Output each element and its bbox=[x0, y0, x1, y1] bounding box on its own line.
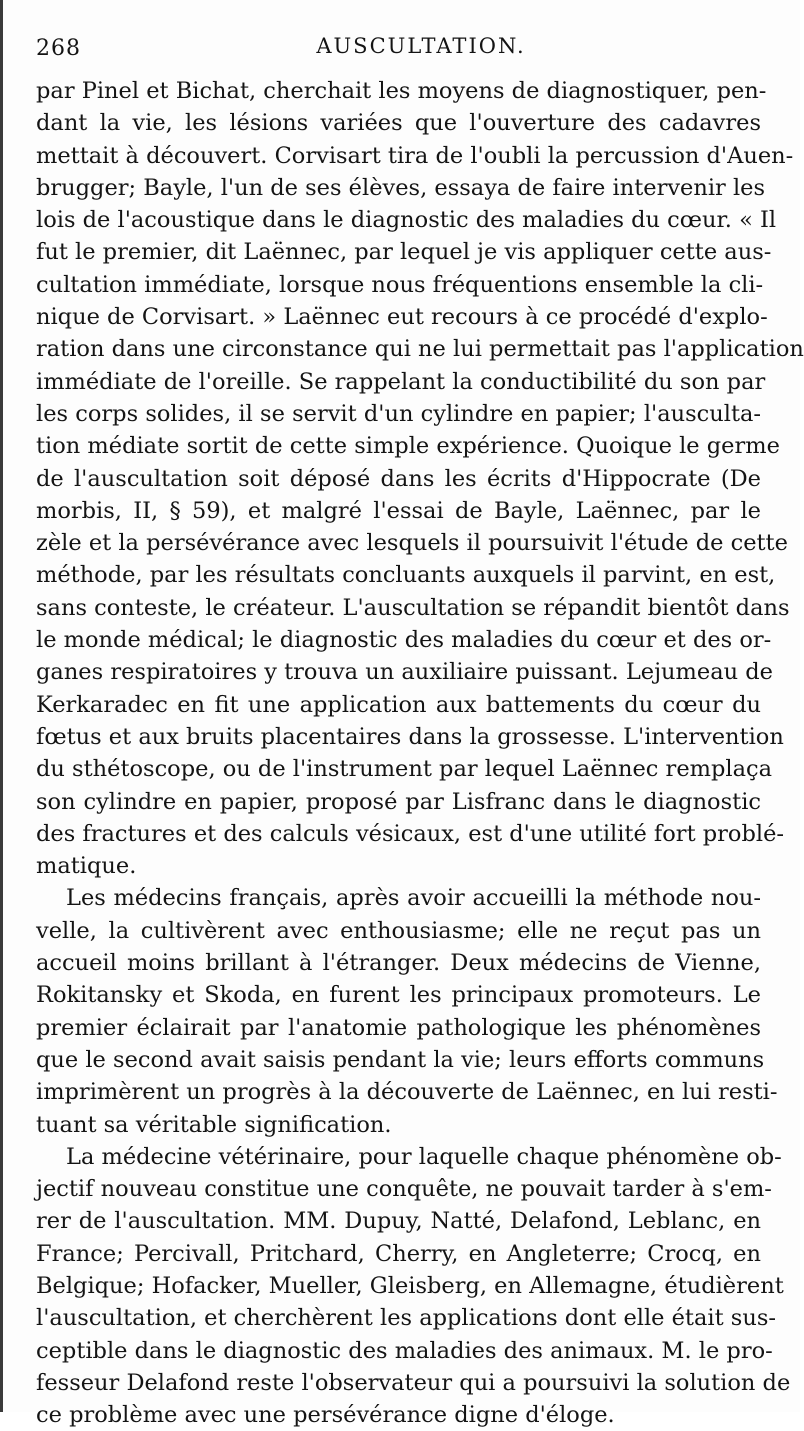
text-line: que le second avait saisis pendant la vie; leurs efforts communs bbox=[36, 1046, 765, 1073]
text-line: Belgique; Hofacker, Mueller, Gleisberg, en Allemagne, étudièrent bbox=[36, 1272, 784, 1299]
text-line: tuant sa véritable signification. bbox=[36, 1111, 392, 1138]
text-line: morbis, II, § 59), et malgré l'essai de Bayle, Laënnec, par le bbox=[36, 497, 761, 524]
page-number: 268 bbox=[36, 36, 81, 61]
text-line: du sthétoscope, ou de l'instrument par lequel Laënnec remplaça bbox=[36, 756, 772, 783]
text-line: le monde médical; le diagnostic des maladies du cœur et des or- bbox=[36, 627, 772, 654]
text-line: mettait à découvert. Corvisart tira de l'oubli la percussion d'Auen- bbox=[36, 142, 794, 169]
text-line: jectif nouveau constitue une conquête, ne pouvait tarder à s'em- bbox=[36, 1176, 772, 1203]
text-line: immédiate de l'oreille. Se rappelant la conductibilité du son par bbox=[36, 368, 766, 395]
text-line: l'auscultation, et cherchèrent les applications dont elle était sus- bbox=[36, 1305, 776, 1332]
text-line: premier éclairait par l'anatomie pathologique les phénomènes bbox=[36, 1014, 761, 1041]
text-line: cultation immédiate, lorsque nous fréquentions ensemble la cli- bbox=[36, 271, 764, 298]
text-line: de l'auscultation soit déposé dans les écrits d'Hippocrate (De bbox=[36, 465, 761, 492]
text-line: par Pinel et Bichat, cherchait les moyens de diagnostiquer, pen- bbox=[36, 78, 767, 104]
text-line: matique. bbox=[36, 853, 137, 880]
text-line: dant la vie, les lésions variées que l'ouverture des cadavres bbox=[36, 110, 761, 137]
text-line: ce problème avec une persévérance digne d'éloge. bbox=[36, 1402, 615, 1429]
text-line: brugger; Bayle, l'un de ses élèves, essaya de faire intervenir les bbox=[36, 174, 765, 201]
text-line: rer de l'auscultation. MM. Dupuy, Natté, Delafond, Leblanc, en bbox=[36, 1208, 761, 1235]
text-line: France; Percivall, Pritchard, Cherry, en Angleterre; Crocq, en bbox=[36, 1240, 761, 1267]
text-line: les corps solides, il se servit d'un cylindre en papier; l'ausculta- bbox=[36, 400, 761, 427]
text-line: nique de Corvisart. » Laënnec eut recours à ce procédé d'explo- bbox=[36, 304, 768, 331]
body-text bbox=[36, 75, 804, 1431]
paragraph-start-line: Les médecins français, après avoir accueilli la méthode nou- bbox=[66, 885, 761, 912]
text-line: ceptible dans le diagnostic des maladies des animaux. M. le pro- bbox=[36, 1337, 773, 1364]
text-line: méthode, par les résultats concluants auxquels il parvint, en est, bbox=[36, 562, 776, 589]
text-line: fœtus et aux bruits placentaires dans la grossesse. L'intervention bbox=[36, 723, 784, 750]
text-line: Kerkaradec en fit une application aux battements du cœur du bbox=[36, 691, 761, 718]
text-line: lois de l'acoustique dans le diagnostic des maladies du cœur. « Il bbox=[36, 207, 777, 234]
page-edge bbox=[0, 0, 3, 1412]
text-line: ganes respiratoires y trouva un auxiliaire puissant. Lejumeau de bbox=[36, 659, 773, 686]
text-line: tion médiate sortit de cette simple expérience. Quoique le germe bbox=[36, 433, 780, 460]
text-line: imprimèrent un progrès à la découverte de Laënnec, en lui resti- bbox=[36, 1079, 778, 1106]
page-header bbox=[36, 26, 766, 66]
text-line: zèle et la persévérance avec lesquels il poursuivit l'étude de cette bbox=[36, 530, 788, 557]
text-line: ration dans une circonstance qui ne lui permettait pas l'application bbox=[36, 336, 804, 363]
text-line: fesseur Delafond reste l'observateur qui a poursuivi la solution de bbox=[36, 1369, 791, 1396]
text-line: son cylindre en papier, proposé par Lisfranc dans le diagnostic bbox=[36, 788, 761, 815]
text-line: sans conteste, le créateur. L'auscultation se répandit bientôt dans bbox=[36, 594, 790, 621]
text-line: accueil moins brillant à l'étranger. Deux médecins de Vienne, bbox=[36, 950, 761, 977]
text-line: Rokitansky et Skoda, en furent les principaux promoteurs. Le bbox=[36, 982, 761, 1009]
text-line: fut le premier, dit Laënnec, par lequel je vis appliquer cette aus- bbox=[36, 239, 772, 266]
text-line: des fractures et des calculs vésicaux, est d'une utilité fort problé- bbox=[36, 820, 784, 847]
text-line: velle, la cultivèrent avec enthousiasme; elle ne reçut pas un bbox=[36, 917, 761, 944]
running-title: AUSCULTATION. bbox=[316, 34, 526, 58]
paragraph-start-line: La médecine vétérinaire, pour laquelle chaque phénomène ob- bbox=[66, 1143, 782, 1170]
